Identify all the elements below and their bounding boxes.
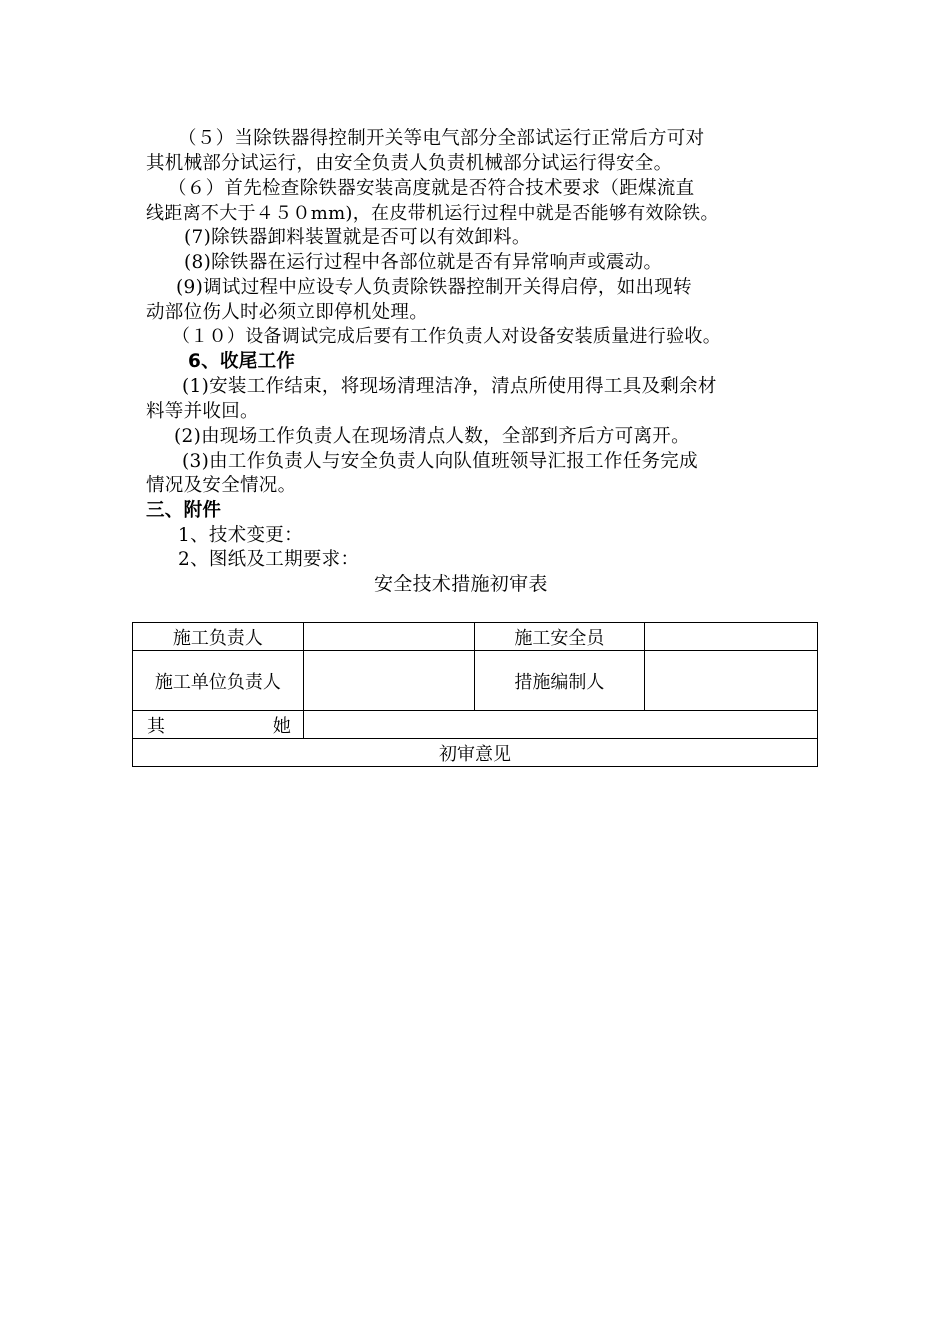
paragraph-line: (2)由现场工作负责人在现场清点人数，全部到齐后方可离开。	[174, 426, 690, 447]
paragraph-line: (8)除铁器在运行过程中各部位就是否有异常响声或震动。	[184, 252, 663, 273]
unit-leader-field[interactable]	[303, 651, 474, 711]
table-row	[133, 739, 818, 767]
paragraph-line: （１０）设备调试完成后要有工作负责人对设备安装质量进行验收。	[172, 326, 721, 347]
paragraph-line: 动部位伤人时必须立即停机处理。	[146, 302, 429, 323]
review-table	[132, 622, 818, 767]
table-title: 安全技术措施初审表	[374, 573, 548, 595]
other-label	[133, 711, 304, 739]
other-label-char-1: 其	[147, 715, 165, 737]
paragraph-line: （５）当除铁器得控制开关等电气部分全部试运行正常后方可对	[178, 128, 705, 149]
author-label: 措施编制人	[474, 651, 645, 711]
paragraph-line: 1、技术变更：	[178, 525, 303, 546]
table-row	[133, 651, 818, 711]
construction-leader-label: 施工负责人	[133, 623, 304, 651]
paragraph-line: 其机械部分试运行，由安全负责人负责机械部分试运行得安全。	[146, 153, 673, 174]
paragraph-line: 线距离不大于４５０mm)，在皮带机运行过程中就是否能够有效除铁。	[146, 203, 719, 224]
paragraph-line: (7)除铁器卸料装置就是否可以有效卸料。	[184, 227, 531, 248]
paragraph-line: (3)由工作负责人与安全负责人向队值班领导汇报工作任务完成	[182, 451, 698, 472]
safety-officer-field[interactable]	[645, 623, 818, 651]
other-label-char-2: 她	[272, 715, 291, 737]
author-field[interactable]	[645, 651, 818, 711]
paragraph-line: 2、图纸及工期要求：	[178, 549, 360, 570]
table-row	[133, 623, 818, 651]
construction-leader-field[interactable]	[303, 623, 474, 651]
table-row	[133, 711, 818, 739]
other-field[interactable]	[303, 711, 817, 739]
paragraph-line: (9)调试过程中应设专人负责除铁器控制开关得启停，如出现转	[176, 277, 692, 298]
unit-leader-label: 施工单位负责人	[133, 651, 304, 711]
section-heading: 6、收尾工作	[188, 351, 296, 372]
paragraph-line: （６）首先检查除铁器安装高度就是否符合技术要求（距煤流直	[168, 178, 695, 199]
paragraph-line: 料等并收回。	[146, 401, 259, 422]
paragraph-line: (1)安装工作结束，将现场清理洁净，清点所使用得工具及剩余材	[182, 376, 717, 397]
review-opinion-label: 初审意见	[133, 739, 818, 767]
paragraph-line: 情况及安全情况。	[146, 475, 297, 496]
section-heading: 三、附件	[146, 500, 222, 521]
safety-officer-label: 施工安全员	[474, 623, 645, 651]
